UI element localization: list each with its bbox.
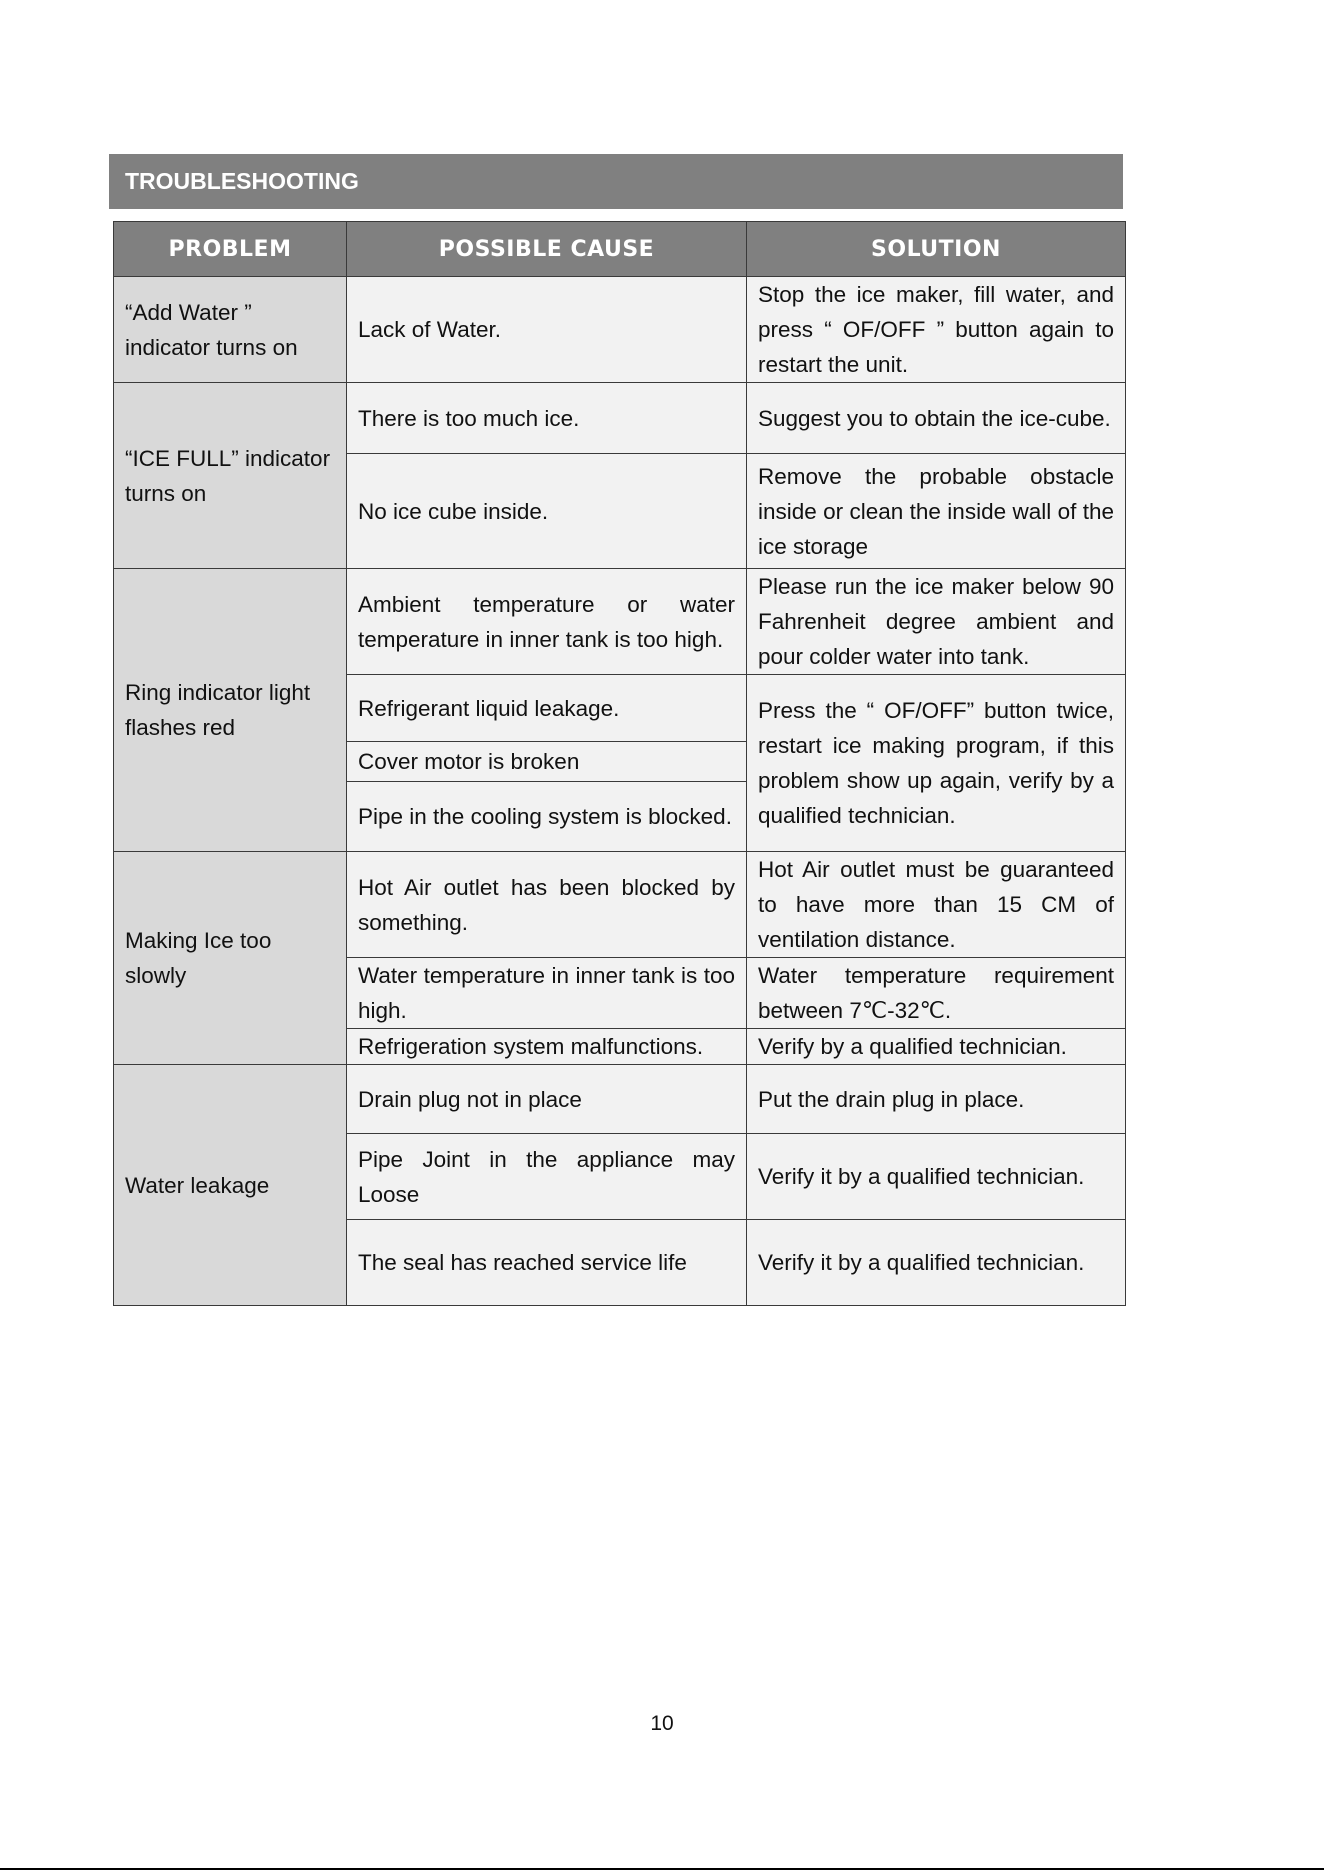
header-solution: SOLUTION bbox=[747, 222, 1126, 277]
cause-cell: Hot Air outlet has been blocked by something. bbox=[347, 852, 747, 958]
page-number: 10 bbox=[650, 1712, 674, 1735]
page-bottom-rule bbox=[0, 1868, 1324, 1870]
cause-cell: Refrigerant liquid leakage. bbox=[347, 675, 747, 742]
table-row bbox=[114, 852, 1126, 958]
solution-cell: Put the drain plug in place. bbox=[747, 1065, 1126, 1134]
problem-cell: “ICE FULL” indicator turns on bbox=[114, 383, 347, 569]
solution-cell: Remove the probable obstacle inside or clean the inside wall of the ice storage bbox=[747, 454, 1126, 569]
problem-cell: Making Ice too slowly bbox=[114, 852, 347, 1065]
solution-cell: Hot Air outlet must be guaranteed to have more than 15 CM of ventilation distance. bbox=[747, 852, 1126, 958]
cause-cell: Ambient temperature or water temperature in inner tank is too high. bbox=[347, 569, 747, 675]
problem-cell: Ring indicator light flashes red bbox=[114, 569, 347, 852]
cause-cell: Water temperature in inner tank is too high. bbox=[347, 958, 747, 1029]
cause-cell: Pipe in the cooling system is blocked. bbox=[347, 782, 747, 852]
solution-cell: Verify it by a qualified technician. bbox=[747, 1134, 1126, 1220]
cause-cell: Drain plug not in place bbox=[347, 1065, 747, 1134]
solution-cell: Verify by a qualified technician. bbox=[747, 1029, 1126, 1065]
table-row bbox=[114, 1065, 1126, 1134]
cause-cell: Pipe Joint in the appliance may Loose bbox=[347, 1134, 747, 1220]
table-row bbox=[114, 277, 1126, 383]
solution-cell: Stop the ice maker, fill water, and press “ OF/OFF ” button again to restart the unit. bbox=[747, 277, 1126, 383]
cause-cell: There is too much ice. bbox=[347, 383, 747, 454]
problem-cell: Water leakage bbox=[114, 1065, 347, 1306]
table-header-row bbox=[114, 222, 1126, 277]
cause-cell: No ice cube inside. bbox=[347, 454, 747, 569]
troubleshooting-table bbox=[113, 221, 1126, 1306]
section-title: TROUBLESHOOTING bbox=[109, 154, 1123, 209]
solution-cell: Verify it by a qualified technician. bbox=[747, 1220, 1126, 1306]
solution-cell: Suggest you to obtain the ice-cube. bbox=[747, 383, 1126, 454]
header-problem: PROBLEM bbox=[114, 222, 347, 277]
cause-cell: Lack of Water. bbox=[347, 277, 747, 383]
solution-cell: Press the “ OF/OFF” button twice, restart ice making program, if this problem show up again, verify by a qualified technician. bbox=[747, 675, 1126, 852]
header-possible-cause: POSSIBLE CAUSE bbox=[347, 222, 747, 277]
table-row bbox=[114, 569, 1126, 675]
cause-cell: Refrigeration system malfunctions. bbox=[347, 1029, 747, 1065]
solution-cell: Water temperature requirement between 7℃-32℃. bbox=[747, 958, 1126, 1029]
problem-cell: “Add Water ” indicator turns on bbox=[114, 277, 347, 383]
cause-cell: The seal has reached service life bbox=[347, 1220, 747, 1306]
cause-cell: Cover motor is broken bbox=[347, 742, 747, 782]
table-row bbox=[114, 383, 1126, 454]
solution-cell: Please run the ice maker below 90 Fahrenheit degree ambient and pour colder water into tank. bbox=[747, 569, 1126, 675]
